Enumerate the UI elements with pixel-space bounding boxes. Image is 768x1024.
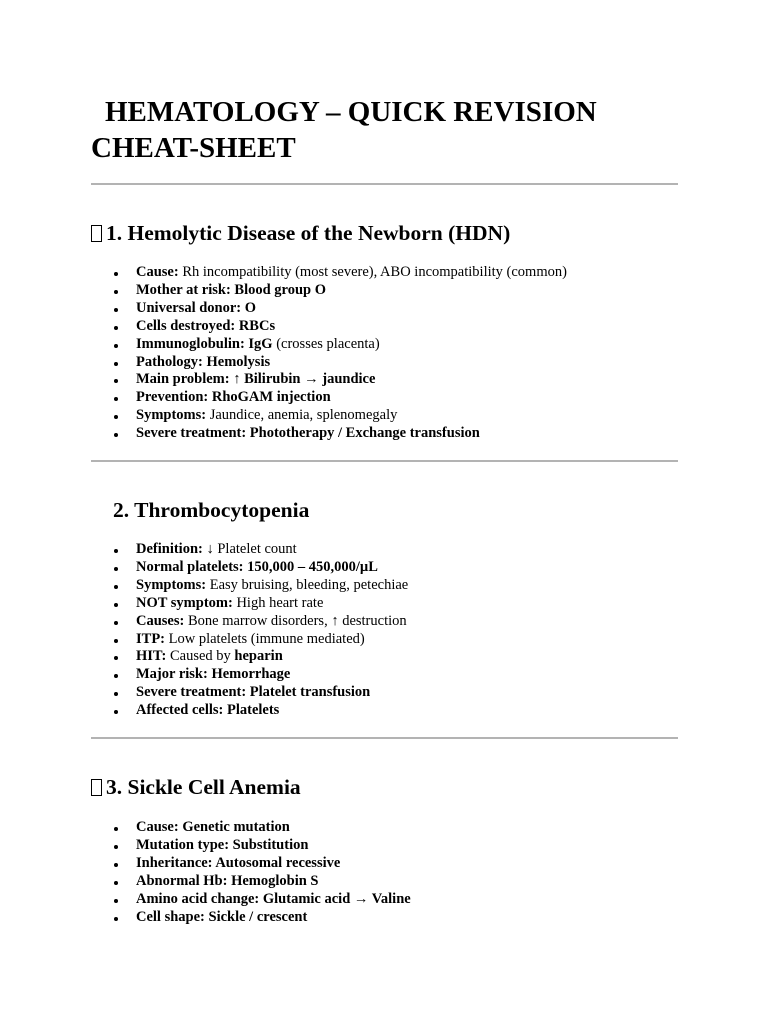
list-item bbox=[113, 425, 567, 443]
item-text: Rh incompatibility (most severe), ABO incompatibility (common) bbox=[178, 264, 567, 280]
missing-glyph-icon bbox=[91, 779, 102, 796]
item-label: NOT symptom: bbox=[136, 594, 233, 611]
divider bbox=[91, 460, 678, 462]
item-label: HIT: bbox=[136, 648, 167, 665]
missing-glyph-icon bbox=[91, 225, 102, 242]
item-label: Symptoms: bbox=[136, 576, 207, 593]
item-text: Easy bruising, bleeding, petechiae bbox=[206, 576, 409, 593]
list-item bbox=[113, 909, 411, 927]
list-item bbox=[113, 631, 408, 649]
item-label: Universal donor: O bbox=[136, 299, 257, 316]
section-heading-sickle-cell bbox=[91, 774, 301, 800]
hdn-list bbox=[113, 264, 567, 443]
item-label: Immunoglobulin: IgG bbox=[136, 335, 273, 352]
item-label: Amino acid change: Glutamic acid → Valine bbox=[136, 890, 411, 907]
list-item bbox=[113, 648, 408, 666]
list-item bbox=[113, 577, 408, 595]
list-item bbox=[113, 702, 408, 720]
list-item bbox=[113, 873, 411, 891]
list-item bbox=[113, 264, 567, 282]
list-item bbox=[113, 684, 408, 702]
list-item bbox=[113, 371, 567, 389]
list-item bbox=[113, 318, 567, 336]
list-item bbox=[113, 837, 411, 855]
sickle-cell-list bbox=[113, 819, 411, 926]
item-tail: heparin bbox=[234, 648, 283, 665]
section-heading-hdn bbox=[91, 220, 510, 246]
list-item bbox=[113, 559, 408, 577]
list-item bbox=[113, 354, 567, 372]
item-label: Main problem: ↑ Bilirubin → jaundice bbox=[136, 371, 376, 388]
item-label: Cells destroyed: RBCs bbox=[136, 317, 276, 334]
item-text: Caused by bbox=[166, 648, 235, 665]
item-label: Inheritance: Autosomal recessive bbox=[136, 854, 341, 871]
item-label: Mutation type: Substitution bbox=[136, 836, 309, 853]
list-item bbox=[113, 336, 567, 354]
item-label: Prevention: RhoGAM injection bbox=[136, 389, 331, 406]
item-label: Affected cells: Platelets bbox=[136, 702, 280, 719]
item-label: Severe treatment: Platelet transfusion bbox=[136, 684, 371, 701]
item-label: Abnormal Hb: Hemoglobin S bbox=[136, 872, 319, 889]
list-item bbox=[113, 855, 411, 873]
list-item bbox=[113, 819, 411, 837]
item-label: Pathology: Hemolysis bbox=[136, 353, 271, 370]
section-heading-thrombocytopenia bbox=[113, 497, 309, 523]
thrombocytopenia-list bbox=[113, 541, 408, 720]
item-text: ↓ Platelet count bbox=[202, 541, 297, 557]
section-heading-text: 2. Thrombocytopenia bbox=[113, 498, 310, 522]
list-item bbox=[113, 389, 567, 407]
divider bbox=[91, 183, 678, 185]
list-item bbox=[113, 541, 408, 559]
list-item bbox=[113, 613, 408, 631]
item-label: Definition: bbox=[136, 541, 203, 557]
item-label: Major risk: Hemorrhage bbox=[136, 666, 291, 683]
list-item bbox=[113, 891, 411, 909]
item-label: Cause: Genetic mutation bbox=[136, 819, 290, 835]
list-item bbox=[113, 407, 567, 425]
item-label: Cell shape: Sickle / crescent bbox=[136, 908, 308, 925]
list-item bbox=[113, 282, 567, 300]
page-title bbox=[91, 94, 691, 166]
section-heading-text: 3. Sickle Cell Anemia bbox=[106, 775, 301, 799]
item-text: Low platelets (immune mediated) bbox=[165, 630, 365, 647]
item-label: Mother at risk: Blood group O bbox=[136, 281, 326, 298]
item-text: Jaundice, anemia, splenomegaly bbox=[206, 407, 398, 424]
item-label: Cause: bbox=[136, 264, 179, 280]
list-item bbox=[113, 300, 567, 318]
item-label: Normal platelets: 150,000 – 450,000/µL bbox=[136, 558, 378, 575]
item-label: Causes: bbox=[136, 612, 185, 629]
item-text: High heart rate bbox=[232, 594, 324, 611]
title-line-1: HEMATOLOGY – QUICK REVISION bbox=[105, 96, 597, 128]
item-label: ITP: bbox=[136, 630, 165, 647]
section-heading-text: 1. Hemolytic Disease of the Newborn (HDN) bbox=[106, 221, 511, 245]
item-text: Bone marrow disorders, ↑ destruction bbox=[184, 612, 407, 629]
title-line-2: CHEAT-SHEET bbox=[91, 132, 296, 164]
list-item bbox=[113, 666, 408, 684]
divider bbox=[91, 737, 678, 739]
list-item bbox=[113, 595, 408, 613]
item-text: (crosses placenta) bbox=[272, 335, 380, 352]
item-label: Severe treatment: Phototherapy / Exchange transfusion bbox=[136, 425, 480, 442]
item-label: Symptoms: bbox=[136, 407, 207, 424]
